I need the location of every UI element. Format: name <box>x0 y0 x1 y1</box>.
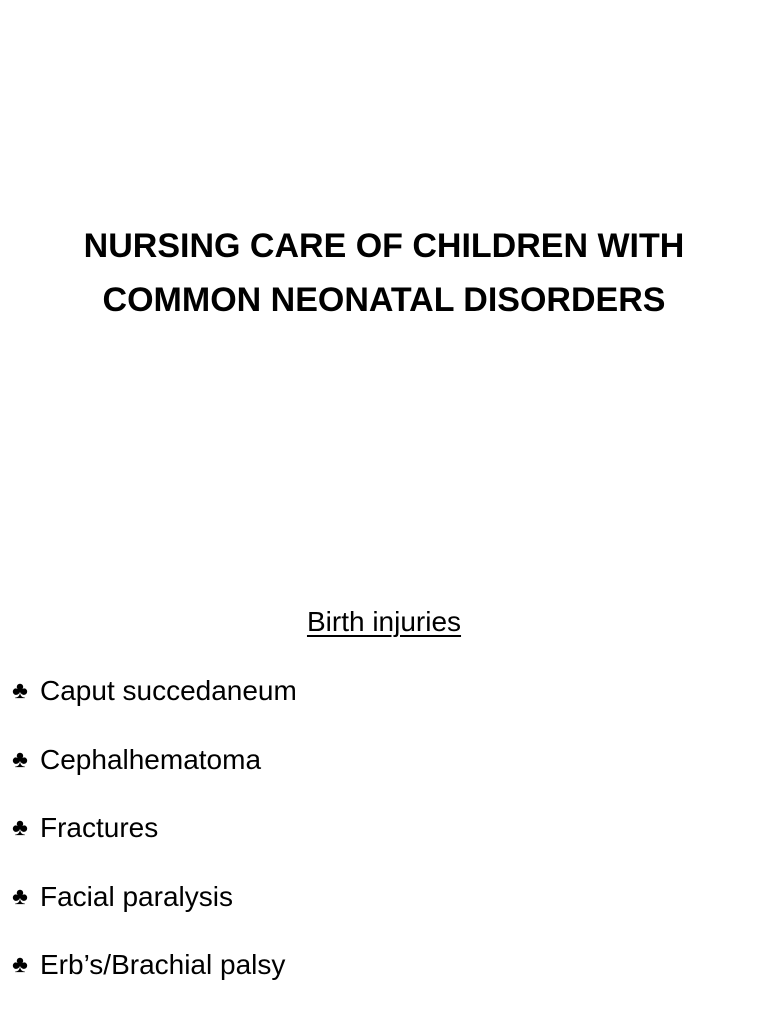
club-icon: ♣ <box>12 951 28 978</box>
list-item <box>8 946 297 1015</box>
club-icon: ♣ <box>12 882 28 910</box>
list-item <box>8 809 297 878</box>
list-item-label: Fractures <box>40 812 159 843</box>
list-item <box>8 878 297 947</box>
list-item <box>8 741 297 810</box>
slide-title-line-2: COMMON NEONATAL DISORDERS <box>102 280 666 319</box>
section-heading-text: Birth injuries <box>306 606 462 637</box>
list-item-label: Cephalhematoma <box>40 743 262 775</box>
club-icon: ♣ <box>12 745 28 773</box>
slide-title-line-1: NURSING CARE OF CHILDREN WITH <box>83 226 685 265</box>
slide-title <box>0 219 768 327</box>
list-item-label: Caput succedaneum <box>40 675 297 706</box>
list-item-label: Erb’s/Brachial palsy <box>40 949 286 980</box>
list-item-label: Facial paralysis <box>40 880 233 912</box>
list-item <box>8 672 297 741</box>
birth-injuries-list <box>8 672 297 1015</box>
club-icon: ♣ <box>12 677 28 704</box>
club-icon: ♣ <box>12 814 28 841</box>
section-heading <box>0 604 768 640</box>
